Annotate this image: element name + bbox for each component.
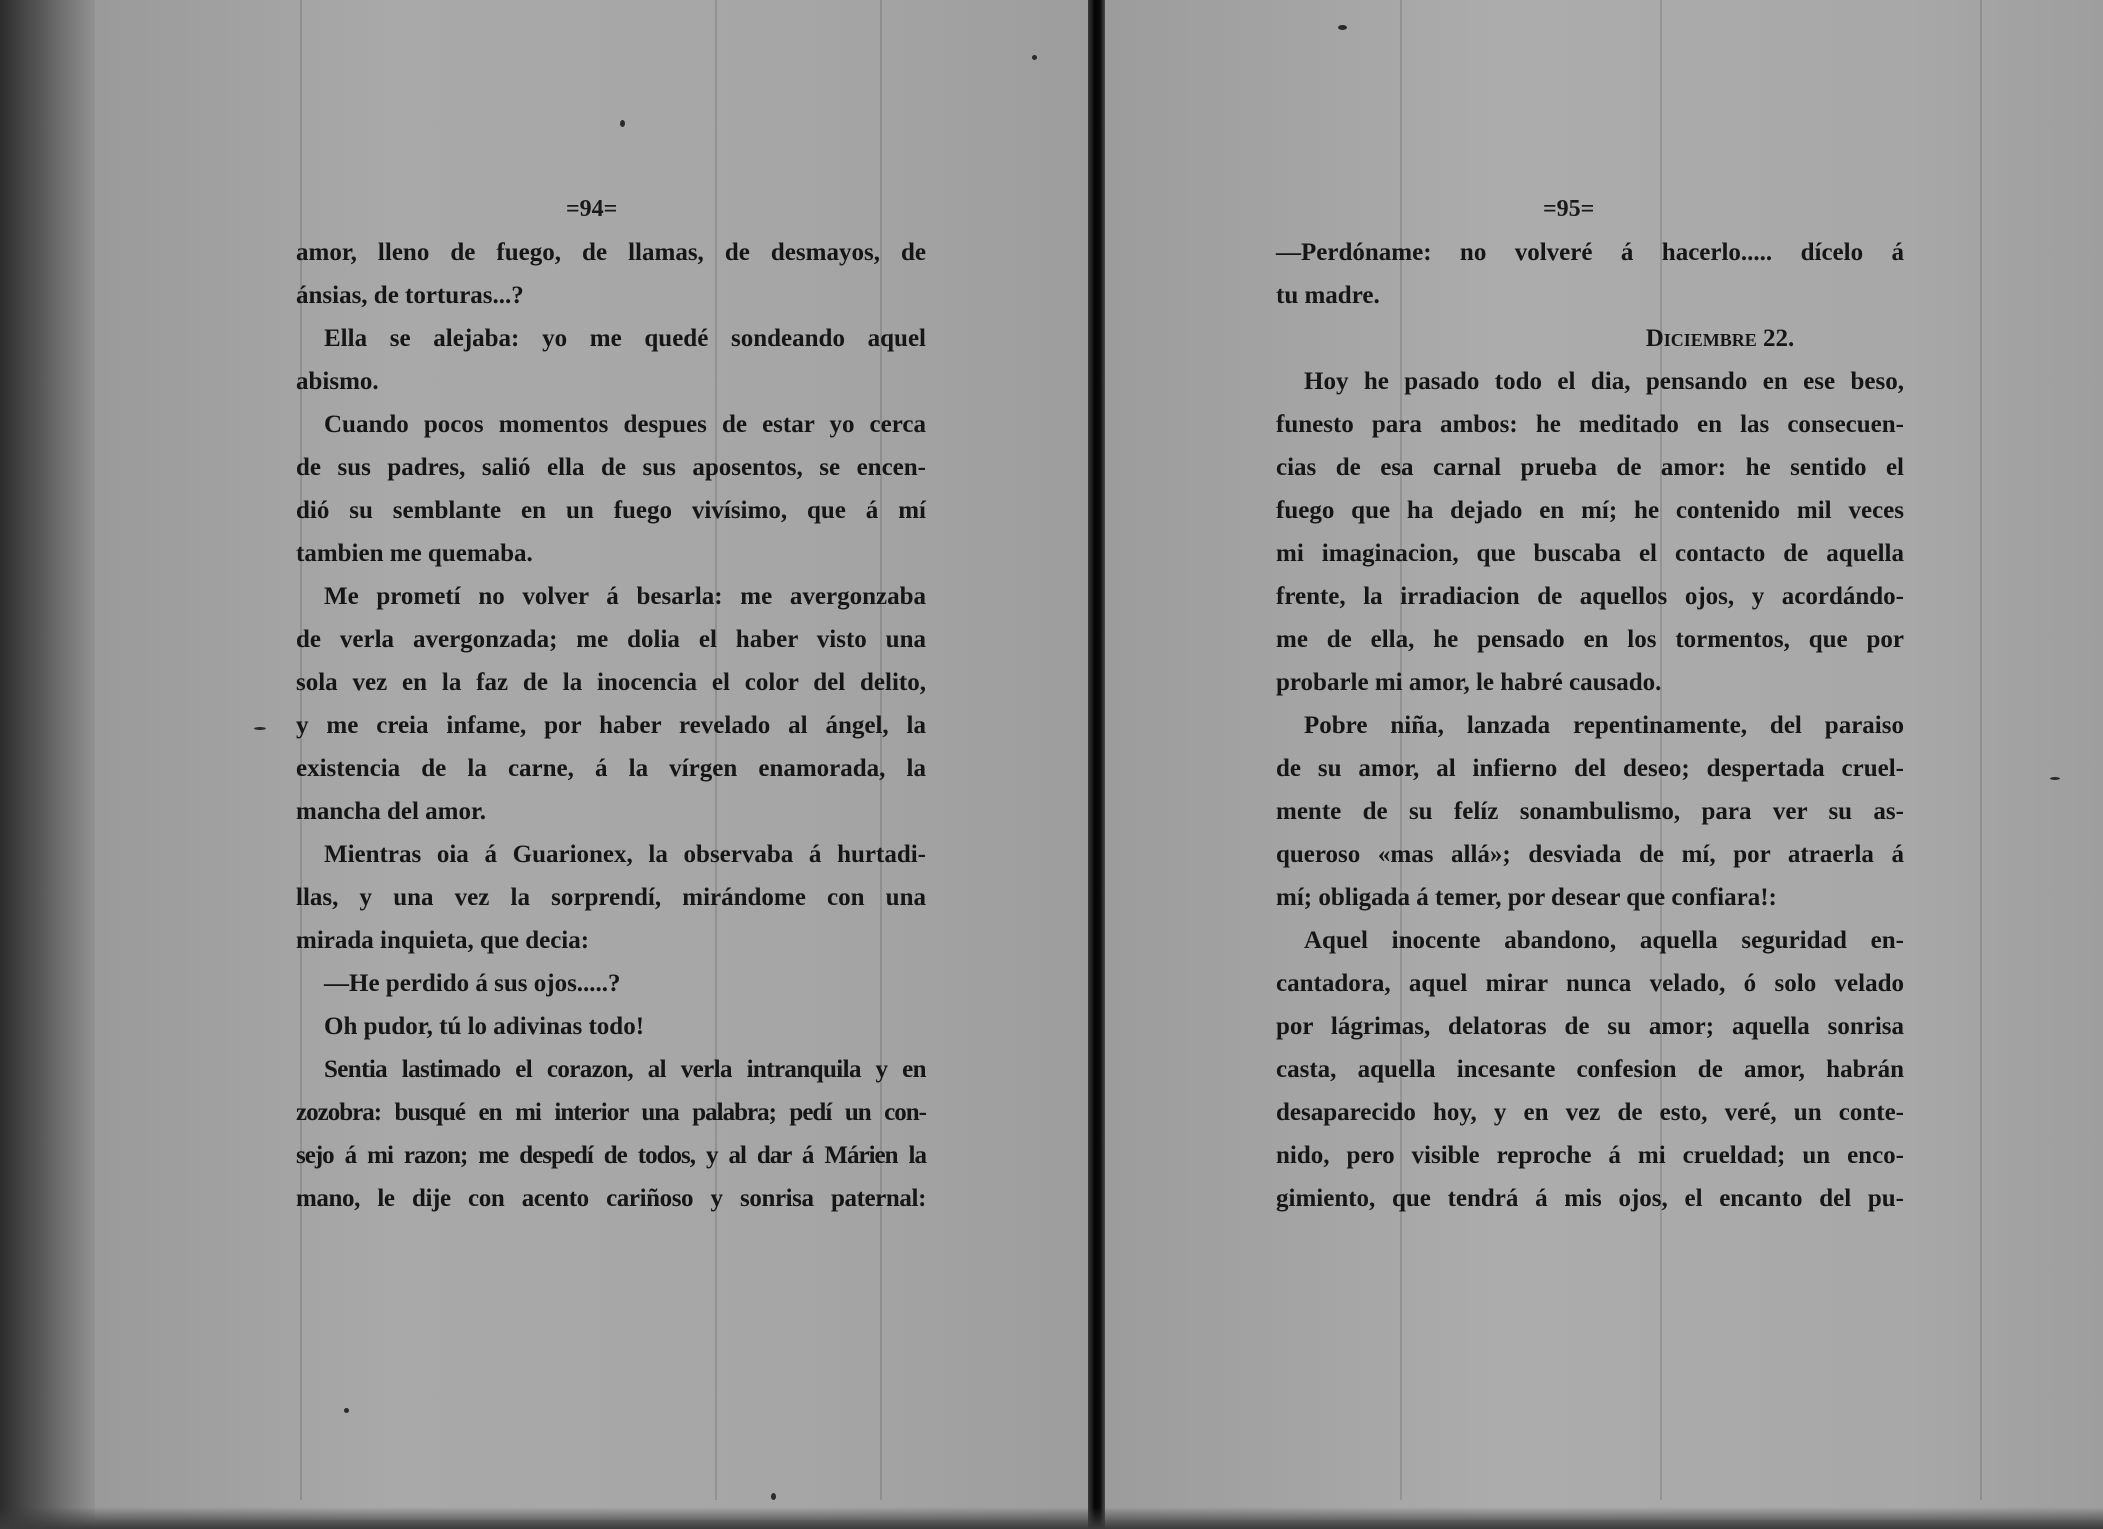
text-line: de verla avergonzada; me dolia el haber visto una xyxy=(296,626,926,653)
text-line: casta, aquella incesante confesion de amor, habrán xyxy=(1276,1056,1904,1083)
text-line: Sentia lastimado el corazon, al verla intranquila y en xyxy=(324,1056,926,1083)
text-line: probarle mi amor, le habré causado. xyxy=(1276,669,1662,696)
scan-speck xyxy=(1032,55,1037,60)
scan-speck xyxy=(620,120,625,127)
text-line: de sus padres, salió ella de sus aposentos, se encen- xyxy=(296,454,926,481)
text-line: frente, la irradiacion de aquellos ojos, y acordándo- xyxy=(1276,583,1904,610)
text-line: existencia de la carne, á la vírgen enamorada, la xyxy=(296,755,926,782)
text-line: zozobra: busqué en mi interior una palabra; pedí un con- xyxy=(296,1099,926,1126)
text-line: gimiento, que tendrá á mis ojos, el encanto del pu- xyxy=(1276,1185,1904,1212)
text-line: Me prometí no volver á besarla: me avergonzaba xyxy=(324,583,926,610)
text-line: ánsias, de torturas...? xyxy=(296,282,524,309)
text-line: funesto para ambos: he meditado en las consecuen- xyxy=(1276,411,1904,438)
text-line: de su amor, al infierno del deseo; despertada cruel- xyxy=(1276,755,1904,782)
text-line: y me creia infame, por haber revelado al ángel, la xyxy=(296,712,926,739)
text-line: cantadora, aquel mirar nunca velado, ó solo velado xyxy=(1276,970,1904,997)
text-line: tambien me quemaba. xyxy=(296,540,533,567)
text-line: mirada inquieta, que decia: xyxy=(296,927,590,954)
left-page-text xyxy=(296,231,926,1220)
right-page-text xyxy=(1276,231,1904,1220)
text-line: llas, y una vez la sorprendí, mirándome con una xyxy=(296,884,926,911)
scan-speck xyxy=(344,1408,349,1413)
scan-speck xyxy=(771,1493,776,1500)
text-line: nido, pero visible reproche á mi crueldad; un enco- xyxy=(1276,1142,1904,1169)
text-line: abismo. xyxy=(296,368,379,395)
text-line: mí; obligada á temer, por desear que confiara!: xyxy=(1276,884,1777,911)
text-line: mi imaginacion, que buscaba el contacto de aquella xyxy=(1276,540,1904,567)
text-line: Aquel inocente abandono, aquella seguridad en- xyxy=(1304,927,1904,954)
text-line: por lágrimas, delatoras de su amor; aquella sonrisa xyxy=(1276,1013,1904,1040)
text-line: dió su semblante en un fuego vivísimo, que á mí xyxy=(296,497,926,524)
text-line: Oh pudor, tú lo adivinas todo! xyxy=(324,1013,645,1040)
scan-speck xyxy=(254,727,266,730)
text-line: desaparecido hoy, y en vez de esto, veré, un conte- xyxy=(1276,1099,1904,1126)
scan-speck xyxy=(2050,777,2060,780)
text-line: Cuando pocos momentos despues de estar yo cerca xyxy=(324,411,926,438)
text-line: cias de esa carnal prueba de amor: he sentido el xyxy=(1276,454,1904,481)
text-line: mano, le dije con acento cariñoso y sonrisa paternal: xyxy=(296,1185,926,1212)
text-line: mancha del amor. xyxy=(296,798,487,825)
text-line: Mientras oia á Guarionex, la observaba á hurtadi- xyxy=(324,841,926,868)
bottom-edge-shadow xyxy=(0,1507,2103,1529)
text-line: fuego que ha dejado en mí; he contenido mil veces xyxy=(1276,497,1904,524)
text-line: amor, lleno de fuego, de llamas, de desmayos, de xyxy=(296,239,926,266)
text-line: —Perdóname: no volveré á hacerlo..... dícelo á xyxy=(1276,239,1904,266)
text-line: sola vez en la faz de la inocencia el color del delito, xyxy=(296,669,926,696)
text-line: mente de su felíz sonambulismo, para ver su as- xyxy=(1276,798,1904,825)
page-number-right: =95= xyxy=(1543,196,1595,222)
book-edge-shadow xyxy=(0,0,95,1529)
text-line: me de ella, he pensado en los tormentos, que por xyxy=(1276,626,1904,653)
text-line: Ella se alejaba: yo me quedé sondeando aquel xyxy=(324,325,926,352)
text-line: tu madre. xyxy=(1276,282,1380,309)
text-line: Pobre niña, lanzada repentinamente, del paraiso xyxy=(1304,712,1904,739)
text-line: queroso «mas allá»; desviada de mí, por atraerla á xyxy=(1276,841,1904,868)
text-line: sejo á mi razon; me despedí de todos, y al dar á Márien la xyxy=(296,1142,926,1169)
text-line: —He perdido á sus ojos.....? xyxy=(324,970,621,997)
scan-line xyxy=(1980,0,1982,1500)
scan-speck xyxy=(1338,25,1347,30)
page-number-left: =94= xyxy=(566,196,618,222)
entry-date-heading: Diciembre 22. xyxy=(1645,325,1795,352)
text-line: Hoy he pasado todo el dia, pensando en ese beso, xyxy=(1304,368,1904,395)
book-gutter xyxy=(1088,0,1105,1529)
